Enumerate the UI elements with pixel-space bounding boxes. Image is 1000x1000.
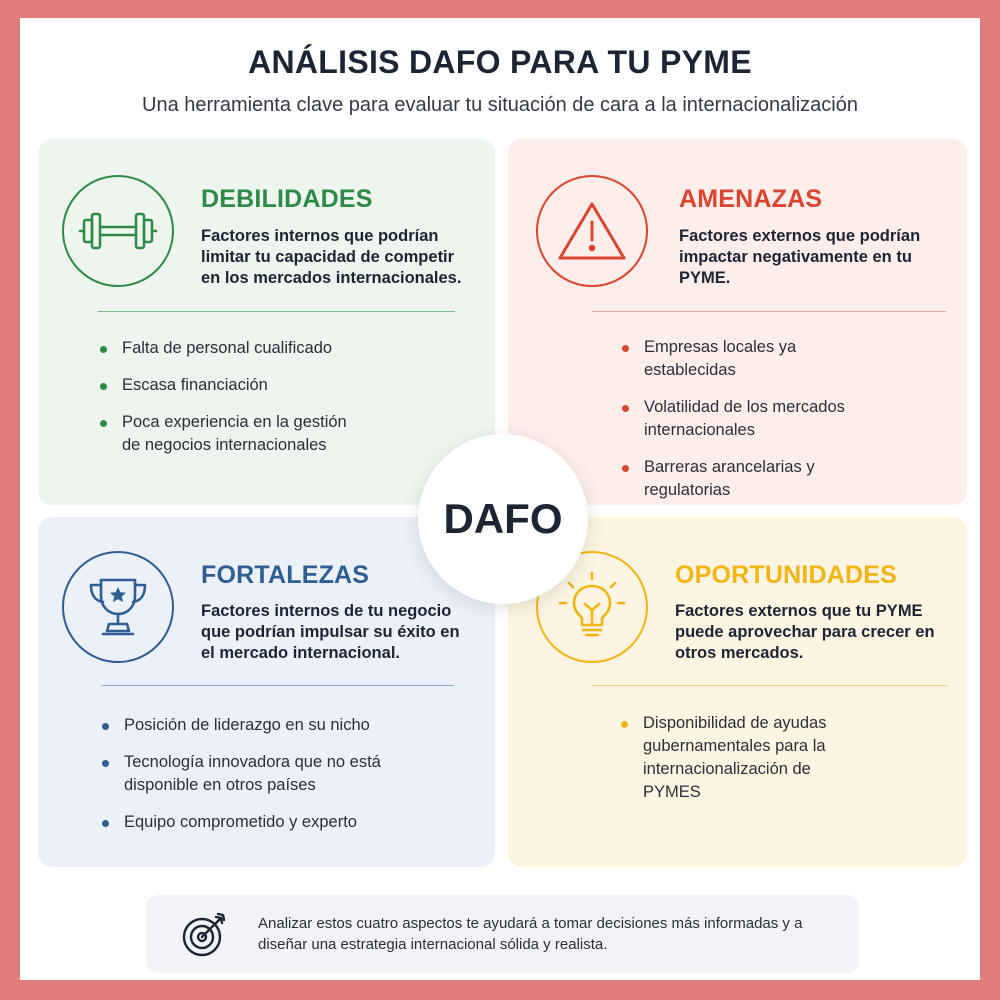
quadrant-description: Factores externos que podrían impactar negativamente en tu PYME. xyxy=(679,227,921,287)
quadrant-title: OPORTUNIDADES xyxy=(675,561,898,589)
quadrant-description: Factores externos que tu PYME puede aprovechar para crecer en otros mercados. xyxy=(675,602,935,662)
divider xyxy=(592,311,946,312)
page-subtitle: Una herramienta clave para evaluar tu situación de cara a la internacionalización xyxy=(142,94,858,116)
quadrant-fortalezas xyxy=(38,517,495,867)
dumbbell-icon xyxy=(62,175,174,287)
list-item: Equipo comprometido y experto xyxy=(102,811,402,834)
trophy-icon xyxy=(62,551,174,663)
divider xyxy=(101,685,454,686)
list-item: Empresas locales ya establecidas xyxy=(622,336,882,382)
infographic-sheet xyxy=(20,18,980,980)
list-item: Barreras arancelarias y regulatorias xyxy=(622,456,822,502)
quadrant-description: Factores internos de tu negocio que podrían impulsar su éxito en el mercado internacional. xyxy=(201,602,460,662)
quadrant-title: DEBILIDADES xyxy=(201,185,373,213)
quadrant-title: AMENAZAS xyxy=(679,185,823,213)
quadrant-amenazas xyxy=(508,139,967,505)
bullet-list xyxy=(100,337,400,471)
quadrant-title: FORTALEZAS xyxy=(201,561,370,589)
bullet-list xyxy=(102,714,402,848)
list-item: Posición de liderazgo en su nicho xyxy=(102,714,402,737)
list-item: Escasa financiación xyxy=(100,374,400,397)
list-item: Tecnología innovadora que no está disponible en otros países xyxy=(102,751,392,797)
target-icon xyxy=(180,911,228,959)
footer-note xyxy=(146,895,859,973)
list-item: Volatilidad de los mercados internacionales xyxy=(622,396,862,442)
list-item: Disponibilidad de ayudas gubernamentales para la internacionalización de PYMES xyxy=(621,712,871,804)
bullet-list xyxy=(622,336,882,516)
footer-text: Analizar estos cuatro aspectos te ayudará a tomar decisiones más informadas y a diseñar una estrategia internacional sólida y realista. xyxy=(258,915,803,953)
warning-triangle-icon xyxy=(536,175,648,287)
divider xyxy=(592,685,947,686)
bullet-list xyxy=(621,712,871,818)
center-badge: DAFO xyxy=(418,434,588,604)
list-item: Poca experiencia en la gestión de negocios internacionales xyxy=(100,411,360,457)
divider xyxy=(98,311,455,312)
quadrant-description: Factores internos que podrían limitar tu capacidad de competir en los mercados internacionales. xyxy=(201,227,462,287)
page-title: ANÁLISIS DAFO PARA TU PYME xyxy=(248,44,752,80)
list-item: Falta de personal cualificado xyxy=(100,337,400,360)
quadrant-oportunidades xyxy=(508,517,967,867)
quadrant-debilidades xyxy=(38,139,495,505)
